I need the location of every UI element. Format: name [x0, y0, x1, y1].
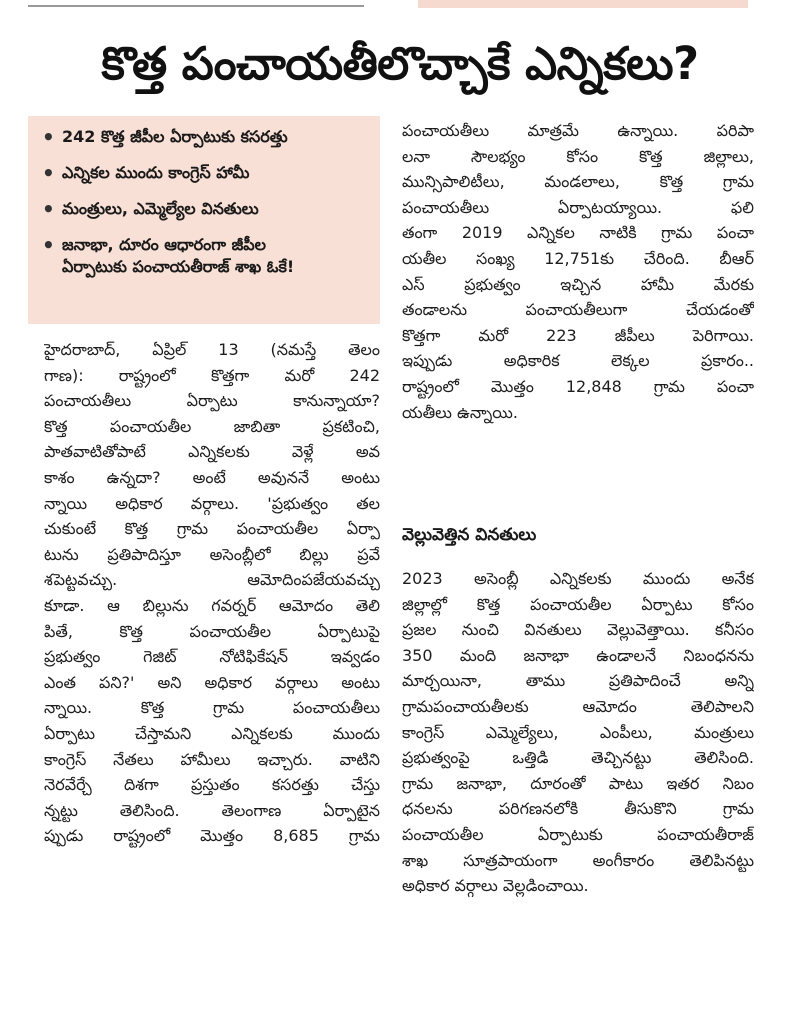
text-line: కూడా. ఆ బిల్లును గవర్నర్ ఆమోదం తెలి [44, 595, 380, 615]
text-line: గ్రామ జనాభా, దూరంతో పాటు ఇతర నిబం [402, 773, 754, 793]
text-line: 2023 అసెంబ్లీ ఎన్నికలకు ముందు అనేక [402, 569, 754, 588]
text-line: శాఖ సూత్రపాయంగా అంగీకారం తెలిపినట్టు [402, 850, 754, 870]
text-line: తంగా 2019 ఎన్నికల నాటికి గ్రామ పంచా [402, 223, 754, 243]
text-line: తండాలను పంచాయతీలుగా చేయడంతో [402, 300, 754, 320]
text-line: పితే, కొత్త పంచాయతీల ఏర్పాటుపై [44, 621, 380, 641]
text-line: కొత్త పంచాయతీల జాబితా ప్రకటించి, [44, 416, 380, 436]
text-line: లనా సౌలభ్యం కోసం కొత్త జిల్లాలు, [402, 146, 754, 166]
text-line: యతీలు ఉన్నాయి. [402, 402, 518, 422]
text-line: న్నాయి అధికార వర్గాలు. 'ప్రభుత్వం తల [44, 493, 380, 513]
text-line: ఎస్ ప్రభుత్వం ఇచ్చిన హామీ మేరకు [402, 274, 754, 294]
text-line: పంచాయతీల ఏర్పాటుకు పంచాయతీరాజ్ [402, 824, 754, 844]
text-line: చుకుంటే కొత్త గ్రామ పంచాయతీల ఏర్పా [44, 519, 380, 539]
text-line: మార్చయినా, తాము ప్రతిపాదించే అన్ని [402, 671, 754, 691]
text-line: ఇప్పుడు అధికారిక లెక్కల ప్రకారం.. [402, 351, 754, 371]
text-line: ధనలను పరిగణనలోకి తీసుకొని గ్రామ [402, 799, 754, 819]
article-right-column-section [402, 566, 754, 899]
headline: కొత్త పంచాయతీలొచ్చాకే ఎన్నికలు? [101, 37, 699, 90]
text-line: ప్రభుత్వం గెజిట్ నోటిఫికేషన్ ఇవ్వడం [44, 647, 380, 667]
highlight-text: ఎన్నికల ముందు కాంగ్రెస్ హామీ [62, 163, 250, 182]
article-right-column [402, 118, 754, 425]
bullet-icon: • [42, 125, 55, 149]
text-line: గ్రామపంచాయతీలకు ఆమోదం తెలిపాలని [402, 696, 754, 716]
text-line: కొత్తగా మరో 223 జీపీలు పెరిగాయి. [402, 325, 754, 345]
article-left-column [44, 337, 380, 849]
section-subheading: వెల్లువెత్తిన వినతులు [402, 525, 537, 545]
text-line: ఏర్పాటు చేస్తామని ఎన్నికలకు ముందు [44, 723, 380, 743]
highlight-item [42, 126, 372, 148]
text-line: కాంగ్రెస్ నేతలు హామీలు ఇచ్చారు. వాటిని [44, 749, 380, 769]
text-line: యతీల సంఖ్య 12,751కు చేరింది. బీఆర్ [402, 248, 754, 268]
highlight-text: మంత్రులు, ఎమ్మెల్యేల వినతులు [62, 199, 259, 218]
text-line: 350 మంది జనాభా ఉండాలనే నిబంధనను [402, 645, 754, 665]
bullet-icon: • [42, 233, 55, 257]
text-line: న్నాయి. కొత్త గ్రామ పంచాయతీలు [44, 698, 380, 718]
highlight-text: జనాభా, దూరం ఆధారంగా జీపీల ఏర్పాటుకు పంచాయతీరాజ్ శాఖ ఓకే! [62, 235, 295, 276]
highlight-item [42, 198, 372, 220]
text-line: పంచాయతీలు మాత్రమే ఉన్నాయి. పరిపా [402, 121, 754, 140]
text-line: పంచాయతీలు ఏర్పాటయ్యాయి. ఫలి [402, 197, 754, 217]
top-shaded-box [418, 0, 748, 8]
highlight-item [42, 162, 372, 184]
text-line: కాశం ఉన్నదా? అంటే అవుననే అంటు [44, 467, 380, 487]
text-line: జిల్లాల్లో కొత్త పంచాయతీల ఏర్పాటు కోసం [402, 594, 754, 614]
bullet-icon: • [42, 161, 55, 185]
text-line: రాష్ట్రంలో మొత్తం 12,848 గ్రామ పంచా [402, 376, 754, 396]
text-line: పాతవాటితోపాటే ఎన్నికలకు వెళ్లే అవ [44, 442, 380, 462]
text-line: నెరవేర్చే దిశగా ప్రస్తుతం కసరత్తు చేస్తు [44, 775, 380, 795]
highlight-text: 242 కొత్త జీపీల ఏర్పాటుకు కసరత్తు [62, 127, 288, 146]
highlight-item [42, 234, 372, 278]
text-line: న్నట్టు తెలిసింది. తెలంగాణ ఏర్పాటైన [44, 800, 380, 820]
text-line: ప్పుడు రాష్ట్రంలో మొత్తం 8,685 గ్రామ [44, 826, 380, 846]
text-line: టును ప్రతిపాదిస్తూ అసెంబ్లీలో బిల్లు ప్రవే [44, 544, 380, 564]
text-line: ప్రభుత్వంపై ఒత్తిడి తెచ్చినట్టు తెలిసింది. [402, 748, 754, 768]
text-line: కాంగ్రెస్ ఎమ్మెల్యేలు, ఎంపీలు, మంత్రులు [402, 722, 754, 742]
bullet-icon: • [42, 197, 55, 221]
text-line: మున్సిపాలిటీలు, మండలాలు, కొత్త గ్రామ [402, 172, 754, 192]
text-line: పంచాయతీలు ఏర్పాటు కానున్నాయా? [44, 391, 380, 411]
text-line: ఎంత పని?' అని అధికార వర్గాలు అంటు [44, 672, 380, 692]
text-line: అధికార వర్గాలు వెల్లడించాయి. [402, 876, 589, 896]
text-line: హైదరాబాద్, ఏప్రిల్ 13 (నమస్తే తెలం [44, 340, 380, 359]
text-line: శపెట్టవచ్చు. ఆమోదింపజేయవచ్చు [44, 570, 380, 590]
text-line: గాణ): రాష్ట్రంలో కొత్తగా మరో 242 [44, 365, 380, 385]
highlights-box [28, 116, 380, 324]
top-divider-rule [28, 5, 364, 7]
text-line: ప్రజల నుంచి వినతులు వెల్లువెత్తాయి. కనీసం [402, 620, 754, 640]
